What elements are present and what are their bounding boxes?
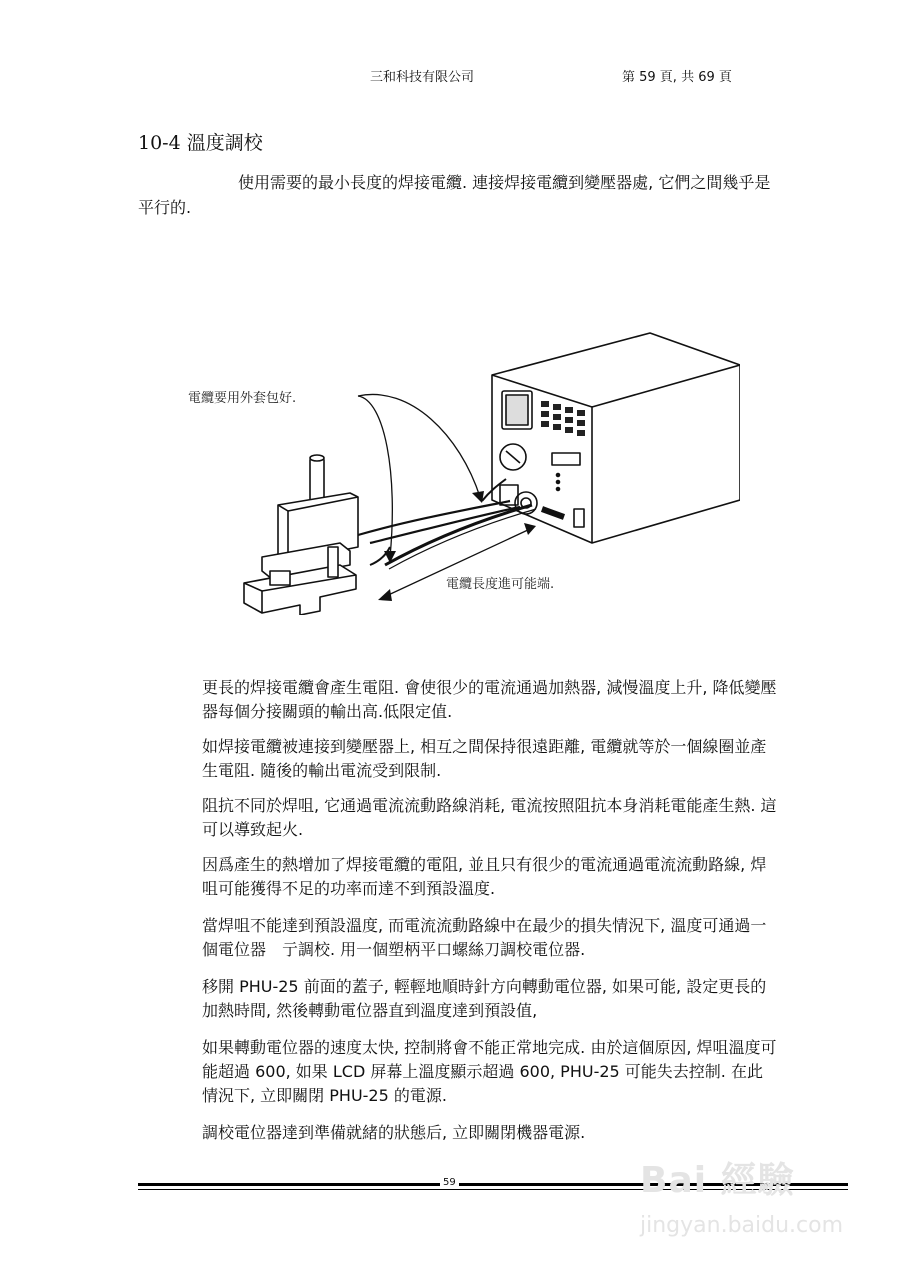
- body-paragraph: 當焊咀不能達到預設溫度, 而電流流動路線中在最少的損失情況下, 溫度可通過一個電位器 亍調校. 用一個塑柄平口螺絲刀調校電位器.: [202, 916, 767, 959]
- watermark-logo: Bai 經驗: [640, 1160, 795, 1201]
- body-paragraph: 如果轉動電位器的速度太快, 控制將會不能正常地完成. 由於這個原因, 焊咀溫度可能超過 600, 如果 LCD 屏幕上溫度顯示超過 600, PHU-25 可能失去控制. 在此情況下, 立即關閉 PHU-25 的電源.: [202, 1038, 777, 1105]
- body-paragraph: 移開 PHU-25 前面的蓋子, 輕輕地順時針方向轉動電位器, 如果可能, 設定更長的加熱時間, 然後轉動電位器直到溫度達到預設值,: [202, 977, 767, 1020]
- welding-setup-figure: [180, 325, 740, 615]
- figure-label-cable-length: 電纜長度進可能端.: [446, 577, 555, 592]
- body-paragraph: 更長的焊接電纜會產生電阻. 會使很少的電流通過加熱器, 減慢溫度上升, 降低變壓器每個分接關頭的輸出高.低限定值.: [202, 678, 777, 721]
- figure-label-cable-wrap: 電纜要用外套包好.: [188, 391, 297, 406]
- body-paragraph: 阻抗不同於焊咀, 它通過電流流動路線消耗, 電流按照阻抗本身消耗電能產生熱. 這可以導致起火.: [202, 796, 777, 839]
- body-paragraph: 如焊接電纜被連接到變壓器上, 相互之間保持很遠距離, 電纜就等於一個線圈並產生電阻. 隨後的輸出電流受到限制.: [202, 737, 767, 780]
- header-page-info: 第 59 頁, 共 69 頁: [622, 70, 732, 85]
- welding-setup-drawing: [180, 325, 740, 615]
- intro-text: 使用需要的最小長度的焊接電纜. 連接焊接電纜到變壓器處, 它們之間幾乎是平行的.: [138, 173, 771, 217]
- header-company: 三和科技有限公司: [370, 70, 475, 85]
- body-paragraph: 因爲產生的熱增加了焊接電纜的電阻, 並且只有很少的電流通過電流流動路線, 焊咀可能獲得不足的功率而達不到預設溫度.: [202, 855, 767, 898]
- footer-page-number: 59: [440, 1177, 459, 1188]
- watermark-url: jingyan.baidu.com: [640, 1213, 844, 1238]
- body-paragraph: 調校電位器達到準備就緒的狀態后, 立即關閉機器電源.: [202, 1123, 586, 1142]
- intro-paragraph: [138, 170, 778, 220]
- section-title: 10-4 溫度調校: [138, 132, 263, 154]
